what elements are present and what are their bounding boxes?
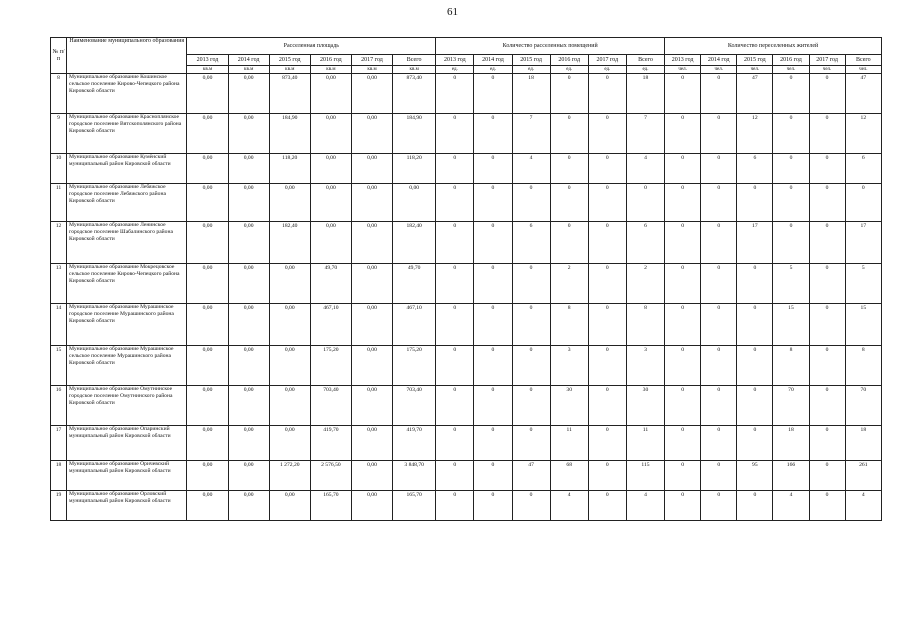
header-unit: ед. <box>588 66 626 74</box>
area-cell: 703,40 <box>393 386 436 426</box>
header-unit: кв.м <box>351 66 392 74</box>
people-cell: 0 <box>737 491 773 521</box>
people-cell: 70 <box>845 386 881 426</box>
area-cell: 0,00 <box>269 386 310 426</box>
rooms-cell: 0 <box>474 264 512 304</box>
row-number: 18 <box>51 461 67 491</box>
header-unit: кв.м <box>187 66 228 74</box>
area-cell: 467,10 <box>393 304 436 346</box>
municipality-name: Муниципальное образование Мурашинское сельское поселение Мурашинского района Кировской области <box>67 346 187 386</box>
rooms-cell: 0 <box>588 346 626 386</box>
header-year: 2014 год <box>701 55 737 66</box>
rooms-cell: 8 <box>626 304 664 346</box>
table-row <box>51 304 882 346</box>
rooms-cell: 11 <box>626 426 664 461</box>
header-name: Наименование муниципального образования <box>67 38 187 74</box>
municipality-name: Муниципальное образование Мокрецовское сельское поселение Кирово-Чепецкого района Кировской области <box>67 264 187 304</box>
people-cell: 70 <box>773 386 809 426</box>
people-cell: 0 <box>701 184 737 222</box>
people-cell: 0 <box>701 74 737 114</box>
people-cell: 95 <box>737 461 773 491</box>
table-row <box>51 426 882 461</box>
municipality-name: Муниципальное образование Красноплянское городское поселение Вятскополянского района Кировской области <box>67 114 187 154</box>
area-cell: 0,00 <box>351 304 392 346</box>
row-number: 13 <box>51 264 67 304</box>
rooms-cell: 0 <box>512 491 550 521</box>
rooms-cell: 7 <box>512 114 550 154</box>
rooms-cell: 0 <box>588 491 626 521</box>
rooms-cell: 11 <box>550 426 588 461</box>
area-cell: 0,00 <box>351 264 392 304</box>
area-cell: 49,70 <box>393 264 436 304</box>
rooms-cell: 3 <box>626 346 664 386</box>
rooms-cell: 18 <box>626 74 664 114</box>
table-row <box>51 154 882 184</box>
row-number: 10 <box>51 154 67 184</box>
area-cell: 467,10 <box>310 304 351 346</box>
people-cell: 47 <box>737 74 773 114</box>
header-unit: ед. <box>436 66 474 74</box>
area-cell: 0,00 <box>187 222 228 264</box>
area-cell: 175,20 <box>393 346 436 386</box>
area-cell: 0,00 <box>393 184 436 222</box>
people-cell: 261 <box>845 461 881 491</box>
area-cell: 0,00 <box>228 264 269 304</box>
rooms-cell: 0 <box>436 74 474 114</box>
rooms-cell: 7 <box>626 114 664 154</box>
header-year: 2015 год <box>269 55 310 66</box>
rooms-cell: 0 <box>474 386 512 426</box>
rooms-cell: 68 <box>550 461 588 491</box>
people-cell: 0 <box>773 222 809 264</box>
people-cell: 47 <box>845 74 881 114</box>
area-cell: 0,00 <box>187 154 228 184</box>
header-unit: чел. <box>809 66 845 74</box>
people-cell: 0 <box>809 184 845 222</box>
area-cell: 1 272,20 <box>269 461 310 491</box>
rooms-cell: 8 <box>550 304 588 346</box>
people-cell: 0 <box>809 346 845 386</box>
people-cell: 0 <box>809 426 845 461</box>
area-cell: 0,00 <box>269 346 310 386</box>
area-cell: 873,40 <box>269 74 310 114</box>
header-unit: ед. <box>550 66 588 74</box>
area-cell: 0,00 <box>310 114 351 154</box>
rooms-cell: 2 <box>550 264 588 304</box>
people-cell: 15 <box>845 304 881 346</box>
rooms-cell: 0 <box>588 184 626 222</box>
people-cell: 5 <box>845 264 881 304</box>
people-cell: 8 <box>845 346 881 386</box>
header-year: 2015 год <box>737 55 773 66</box>
header-area-group: Расселенная площадь <box>187 38 436 55</box>
people-cell: 18 <box>773 426 809 461</box>
header-unit: чел. <box>773 66 809 74</box>
area-cell: 0,00 <box>310 154 351 184</box>
people-cell: 12 <box>845 114 881 154</box>
area-cell: 0,00 <box>310 74 351 114</box>
municipality-name: Муниципальное образование Кошинское сельское поселение Кирово-Чепецкого района Кировской области <box>67 74 187 114</box>
people-cell: 0 <box>701 461 737 491</box>
people-cell: 0 <box>809 264 845 304</box>
municipality-name: Муниципальное образование Омутнинское городское поселение Омутнинского района Кировской области <box>67 386 187 426</box>
rooms-cell: 0 <box>512 184 550 222</box>
rooms-cell: 4 <box>626 154 664 184</box>
rooms-cell: 4 <box>626 491 664 521</box>
people-cell: 0 <box>809 114 845 154</box>
row-number: 19 <box>51 491 67 521</box>
area-cell: 0,00 <box>228 426 269 461</box>
people-cell: 0 <box>809 491 845 521</box>
people-cell: 0 <box>665 461 701 491</box>
area-cell: 182,40 <box>269 222 310 264</box>
rooms-cell: 0 <box>474 154 512 184</box>
rooms-cell: 0 <box>474 184 512 222</box>
rooms-cell: 0 <box>588 461 626 491</box>
municipality-name: Муниципальное образование Ленинское городское поселение Шабалинского района Кировской области <box>67 222 187 264</box>
area-cell: 0,00 <box>351 222 392 264</box>
rooms-cell: 0 <box>512 304 550 346</box>
people-cell: 17 <box>737 222 773 264</box>
people-cell: 12 <box>737 114 773 154</box>
area-cell: 0,00 <box>187 114 228 154</box>
rooms-cell: 6 <box>512 222 550 264</box>
area-cell: 0,00 <box>310 222 351 264</box>
rooms-cell: 30 <box>550 386 588 426</box>
area-cell: 165,70 <box>310 491 351 521</box>
people-cell: 0 <box>665 114 701 154</box>
rooms-cell: 0 <box>550 74 588 114</box>
header-year: 2016 год <box>773 55 809 66</box>
area-cell: 2 576,50 <box>310 461 351 491</box>
area-cell: 0,00 <box>269 491 310 521</box>
people-cell: 18 <box>845 426 881 461</box>
rooms-cell: 0 <box>550 184 588 222</box>
people-cell: 0 <box>665 222 701 264</box>
header-year: 2015 год <box>512 55 550 66</box>
header-unit: чел. <box>701 66 737 74</box>
area-cell: 0,00 <box>310 184 351 222</box>
area-cell: 0,00 <box>351 74 392 114</box>
people-cell: 0 <box>665 346 701 386</box>
rooms-cell: 0 <box>436 154 474 184</box>
area-cell: 0,00 <box>187 346 228 386</box>
people-cell: 0 <box>737 426 773 461</box>
rooms-cell: 0 <box>436 426 474 461</box>
rooms-cell: 0 <box>436 184 474 222</box>
people-cell: 0 <box>773 184 809 222</box>
header-people-group: Количество переселенных жителей <box>665 38 882 55</box>
area-cell: 0,00 <box>351 114 392 154</box>
header-year: 2014 год <box>228 55 269 66</box>
municipality-name: Муниципальное образование Лебяжское городское поселение Лебяжского района Кировской области <box>67 184 187 222</box>
municipality-name: Муниципальное образование Опаринский муниципальный район Кировской области <box>67 426 187 461</box>
people-cell: 0 <box>701 154 737 184</box>
rooms-cell: 30 <box>626 386 664 426</box>
people-cell: 0 <box>809 74 845 114</box>
area-cell: 118,20 <box>393 154 436 184</box>
header-unit: чел. <box>737 66 773 74</box>
people-cell: 0 <box>701 264 737 304</box>
people-cell: 0 <box>737 386 773 426</box>
table-row <box>51 491 882 521</box>
people-cell: 5 <box>773 264 809 304</box>
rooms-cell: 0 <box>512 386 550 426</box>
rooms-cell: 0 <box>588 426 626 461</box>
rooms-cell: 0 <box>588 264 626 304</box>
header-unit: кв.м <box>269 66 310 74</box>
people-cell: 0 <box>665 304 701 346</box>
people-cell: 6 <box>845 154 881 184</box>
area-cell: 0,00 <box>187 304 228 346</box>
people-cell: 0 <box>665 74 701 114</box>
rooms-cell: 0 <box>588 74 626 114</box>
area-cell: 3 848,70 <box>393 461 436 491</box>
people-cell: 0 <box>701 426 737 461</box>
rooms-cell: 0 <box>550 154 588 184</box>
rooms-cell: 0 <box>512 264 550 304</box>
people-cell: 4 <box>845 491 881 521</box>
people-cell: 0 <box>737 304 773 346</box>
header-year: Всего <box>393 55 436 66</box>
table-row <box>51 222 882 264</box>
area-cell: 184,90 <box>393 114 436 154</box>
table-row <box>51 74 882 114</box>
people-cell: 0 <box>809 461 845 491</box>
rooms-cell: 0 <box>474 222 512 264</box>
header-unit: чел. <box>845 66 881 74</box>
area-cell: 0,00 <box>187 491 228 521</box>
people-cell: 0 <box>809 386 845 426</box>
rooms-cell: 4 <box>550 491 588 521</box>
rooms-cell: 47 <box>512 461 550 491</box>
municipality-name: Муниципальное образование Мурашинское городское поселение Мурашинского района Кировской области <box>67 304 187 346</box>
header-year: 2014 год <box>474 55 512 66</box>
municipality-name: Муниципальное образование Орловский муниципальный район Кировской области <box>67 491 187 521</box>
area-cell: 0,00 <box>351 386 392 426</box>
header-unit: ед. <box>512 66 550 74</box>
rooms-cell: 0 <box>550 222 588 264</box>
people-cell: 0 <box>737 346 773 386</box>
header-year: 2016 год <box>310 55 351 66</box>
people-cell: 0 <box>701 222 737 264</box>
area-cell: 184,90 <box>269 114 310 154</box>
area-cell: 0,00 <box>351 154 392 184</box>
rooms-cell: 0 <box>436 222 474 264</box>
people-cell: 0 <box>737 184 773 222</box>
header-unit: чел. <box>665 66 701 74</box>
area-cell: 0,00 <box>351 491 392 521</box>
area-cell: 0,00 <box>187 184 228 222</box>
row-number: 11 <box>51 184 67 222</box>
table-row <box>51 114 882 154</box>
rooms-cell: 0 <box>588 386 626 426</box>
header-year: 2013 год <box>436 55 474 66</box>
area-cell: 0,00 <box>187 426 228 461</box>
people-cell: 0 <box>701 346 737 386</box>
people-cell: 17 <box>845 222 881 264</box>
rooms-cell: 2 <box>626 264 664 304</box>
area-cell: 182,40 <box>393 222 436 264</box>
area-cell: 0,00 <box>269 426 310 461</box>
row-number: 17 <box>51 426 67 461</box>
people-cell: 0 <box>773 114 809 154</box>
rooms-cell: 0 <box>474 461 512 491</box>
area-cell: 0,00 <box>228 114 269 154</box>
people-cell: 0 <box>773 74 809 114</box>
table-row <box>51 386 882 426</box>
header-no: № п/п <box>51 38 67 74</box>
people-cell: 166 <box>773 461 809 491</box>
header-year: 2017 год <box>809 55 845 66</box>
row-number: 8 <box>51 74 67 114</box>
rooms-cell: 0 <box>436 461 474 491</box>
header-year: Всего <box>845 55 881 66</box>
people-cell: 0 <box>665 154 701 184</box>
area-cell: 0,00 <box>228 184 269 222</box>
rooms-cell: 0 <box>436 264 474 304</box>
rooms-cell: 0 <box>474 346 512 386</box>
area-cell: 175,20 <box>310 346 351 386</box>
rooms-cell: 18 <box>512 74 550 114</box>
rooms-cell: 0 <box>436 386 474 426</box>
people-cell: 0 <box>701 114 737 154</box>
people-cell: 0 <box>701 386 737 426</box>
area-cell: 0,00 <box>269 264 310 304</box>
rooms-cell: 0 <box>512 426 550 461</box>
area-cell: 0,00 <box>187 264 228 304</box>
header-unit: кв.м <box>228 66 269 74</box>
people-cell: 8 <box>773 346 809 386</box>
area-cell: 873,40 <box>393 74 436 114</box>
area-cell: 0,00 <box>269 184 310 222</box>
area-cell: 419,70 <box>393 426 436 461</box>
people-cell: 0 <box>809 154 845 184</box>
header-unit: кв.м <box>393 66 436 74</box>
header-year: Всего <box>626 55 664 66</box>
row-number: 16 <box>51 386 67 426</box>
rooms-cell: 4 <box>512 154 550 184</box>
area-cell: 0,00 <box>228 461 269 491</box>
header-unit: ед. <box>626 66 664 74</box>
rooms-cell: 0 <box>436 491 474 521</box>
area-cell: 0,00 <box>228 386 269 426</box>
rooms-cell: 0 <box>436 114 474 154</box>
rooms-cell: 0 <box>474 114 512 154</box>
people-cell: 0 <box>809 304 845 346</box>
rooms-cell: 0 <box>588 222 626 264</box>
rooms-cell: 0 <box>474 426 512 461</box>
rooms-cell: 0 <box>588 154 626 184</box>
area-cell: 0,00 <box>228 154 269 184</box>
people-cell: 0 <box>665 184 701 222</box>
rooms-cell: 0 <box>626 184 664 222</box>
rooms-cell: 0 <box>588 304 626 346</box>
header-unit: кв.м <box>310 66 351 74</box>
people-cell: 0 <box>737 264 773 304</box>
people-cell: 0 <box>809 222 845 264</box>
area-cell: 0,00 <box>351 184 392 222</box>
rooms-cell: 0 <box>474 491 512 521</box>
area-cell: 0,00 <box>228 222 269 264</box>
people-cell: 6 <box>737 154 773 184</box>
header-year: 2017 год <box>351 55 392 66</box>
header-year: 2016 год <box>550 55 588 66</box>
people-cell: 0 <box>773 154 809 184</box>
rooms-cell: 0 <box>588 114 626 154</box>
people-cell: 15 <box>773 304 809 346</box>
rooms-cell: 0 <box>436 304 474 346</box>
table-row <box>51 184 882 222</box>
area-cell: 0,00 <box>351 461 392 491</box>
area-cell: 49,70 <box>310 264 351 304</box>
people-cell: 0 <box>665 264 701 304</box>
header-year: 2013 год <box>187 55 228 66</box>
area-cell: 419,70 <box>310 426 351 461</box>
area-cell: 0,00 <box>228 304 269 346</box>
people-cell: 4 <box>773 491 809 521</box>
people-cell: 0 <box>845 184 881 222</box>
people-cell: 0 <box>665 426 701 461</box>
rooms-cell: 6 <box>626 222 664 264</box>
area-cell: 0,00 <box>187 74 228 114</box>
area-cell: 703,40 <box>310 386 351 426</box>
area-cell: 0,00 <box>187 386 228 426</box>
area-cell: 118,20 <box>269 154 310 184</box>
people-cell: 0 <box>701 491 737 521</box>
rooms-cell: 0 <box>436 346 474 386</box>
header-unit: ед. <box>474 66 512 74</box>
header-year: 2013 год <box>665 55 701 66</box>
row-number: 15 <box>51 346 67 386</box>
rooms-cell: 0 <box>512 346 550 386</box>
people-cell: 0 <box>665 386 701 426</box>
people-cell: 0 <box>701 304 737 346</box>
header-year: 2017 год <box>588 55 626 66</box>
row-number: 9 <box>51 114 67 154</box>
page-number: 61 <box>447 6 458 18</box>
municipality-name: Муниципальное образование Оричевский муниципальный район Кировской области <box>67 461 187 491</box>
rooms-cell: 3 <box>550 346 588 386</box>
rooms-cell: 0 <box>474 74 512 114</box>
area-cell: 0,00 <box>228 346 269 386</box>
table-row <box>51 264 882 304</box>
table-row <box>51 346 882 386</box>
people-cell: 0 <box>665 491 701 521</box>
table-row <box>51 461 882 491</box>
row-number: 12 <box>51 222 67 264</box>
relocation-table <box>50 37 882 521</box>
area-cell: 0,00 <box>228 491 269 521</box>
area-cell: 165,70 <box>393 491 436 521</box>
header-rooms-group: Количество расселенных помещений <box>436 38 665 55</box>
rooms-cell: 0 <box>474 304 512 346</box>
municipality-name: Муниципальное образование Кумёнский муниципальный район Кировской области <box>67 154 187 184</box>
area-cell: 0,00 <box>351 426 392 461</box>
area-cell: 0,00 <box>269 304 310 346</box>
rooms-cell: 115 <box>626 461 664 491</box>
area-cell: 0,00 <box>228 74 269 114</box>
row-number: 14 <box>51 304 67 346</box>
area-cell: 0,00 <box>187 461 228 491</box>
area-cell: 0,00 <box>351 346 392 386</box>
rooms-cell: 0 <box>550 114 588 154</box>
